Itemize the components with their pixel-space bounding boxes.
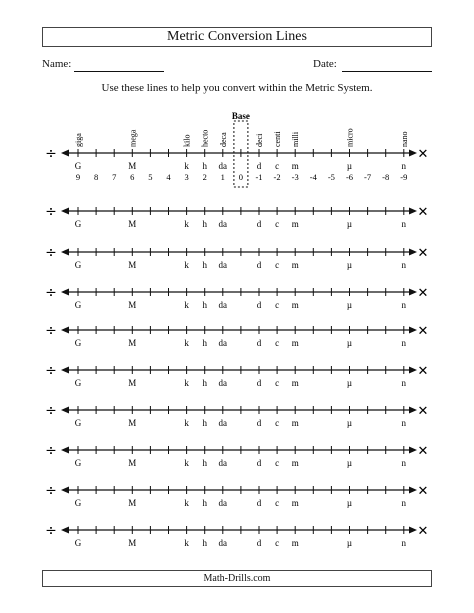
left-arrowhead: [61, 487, 69, 494]
prefix-symbol-9: n: [401, 300, 407, 310]
prefix-symbol-7: m: [291, 418, 299, 428]
prefix-symbol-0: G: [74, 260, 82, 270]
prefix-symbol-7: m: [291, 378, 299, 388]
prefix-name-hecto: hecto: [200, 129, 210, 147]
left-arrowhead: [61, 407, 69, 414]
prefix-symbol-9: n: [401, 219, 407, 229]
prefix-symbol-9: n: [401, 538, 407, 548]
prefix-symbol-3: h: [202, 418, 207, 428]
exponent-label: 8: [93, 172, 99, 182]
prefix-symbol-4: da: [218, 300, 228, 310]
prefix-symbol-4: da: [218, 219, 228, 229]
prefix-symbol-4: da: [218, 498, 228, 508]
multiply-symbol: ✕: [417, 205, 429, 220]
prefix-symbol-4: da: [218, 538, 228, 548]
exponent-label: 7: [112, 172, 117, 182]
exponent-label: -9: [400, 172, 408, 182]
right-arrowhead: [409, 249, 417, 256]
right-arrowhead: [409, 150, 417, 157]
left-arrowhead: [61, 208, 69, 215]
prefix-symbol-6: c: [275, 219, 280, 229]
prefix-symbol-2: k: [184, 161, 189, 171]
exponent-label: 4: [166, 172, 171, 182]
multiply-symbol: ✕: [417, 147, 429, 162]
left-arrowhead: [61, 289, 69, 296]
prefix-symbol-1: M: [128, 219, 137, 229]
right-arrowhead: [409, 527, 417, 534]
exponent-label: -1: [255, 172, 263, 182]
prefix-symbol-8: µ: [346, 378, 353, 388]
exponent-label: 3: [184, 172, 189, 182]
prefix-symbol-8: µ: [346, 498, 353, 508]
right-arrowhead: [409, 327, 417, 334]
prefix-symbol-5: d: [256, 338, 262, 348]
exponent-label: -3: [291, 172, 299, 182]
prefix-symbol-5: d: [256, 219, 262, 229]
right-arrowhead: [409, 208, 417, 215]
prefix-symbol-5: d: [256, 260, 262, 270]
prefix-symbol-6: c: [275, 498, 280, 508]
prefix-symbol-9: n: [401, 161, 407, 171]
prefix-symbol-7: m: [291, 260, 299, 270]
right-arrowhead: [409, 407, 417, 414]
multiply-symbol: ✕: [417, 444, 429, 459]
prefix-symbol-2: k: [184, 338, 189, 348]
prefix-symbol-8: µ: [346, 418, 353, 428]
right-arrowhead: [409, 447, 417, 454]
multiply-symbol: ✕: [417, 364, 429, 379]
prefix-symbol-7: m: [291, 538, 299, 548]
prefix-name-kilo: kilo: [182, 134, 192, 147]
left-arrowhead: [61, 327, 69, 334]
prefix-symbol-1: M: [128, 161, 137, 171]
prefix-symbol-3: h: [202, 300, 207, 310]
prefix-symbol-2: k: [184, 300, 189, 310]
prefix-symbol-5: d: [256, 378, 262, 388]
page-title: Metric Conversion Lines: [42, 27, 432, 47]
prefix-symbol-4: da: [218, 458, 228, 468]
prefix-symbol-3: h: [202, 458, 207, 468]
exponent-label: -6: [345, 172, 354, 182]
exponent-label: 9: [75, 172, 81, 182]
right-arrowhead: [409, 367, 417, 374]
divide-symbol: ÷: [45, 204, 57, 220]
prefix-name-giga: giga: [74, 133, 83, 147]
left-arrowhead: [61, 249, 69, 256]
prefix-symbol-4: da: [218, 338, 228, 348]
multiply-symbol: ✕: [417, 484, 429, 499]
multiply-symbol: ✕: [417, 246, 429, 261]
prefix-symbol-0: G: [74, 498, 82, 508]
prefix-symbol-4: da: [218, 418, 228, 428]
prefix-symbol-6: c: [275, 161, 280, 171]
left-arrowhead: [61, 447, 69, 454]
prefix-symbol-4: da: [218, 378, 228, 388]
exponent-label: 5: [148, 172, 153, 182]
multiply-symbol: ✕: [417, 324, 429, 339]
prefix-symbol-1: M: [128, 300, 137, 310]
divide-symbol: ÷: [45, 523, 57, 539]
prefix-name-centi: centi: [273, 131, 283, 147]
prefix-symbol-9: n: [401, 458, 407, 468]
prefix-symbol-8: µ: [346, 161, 353, 171]
divide-symbol: ÷: [45, 285, 57, 301]
prefix-name-deci: deci: [255, 133, 264, 147]
multiply-symbol: ✕: [417, 524, 429, 539]
prefix-symbol-8: µ: [346, 458, 353, 468]
prefix-symbol-9: n: [401, 260, 407, 270]
right-arrowhead: [409, 289, 417, 296]
left-arrowhead: [61, 527, 69, 534]
prefix-symbol-8: µ: [346, 538, 353, 548]
prefix-symbol-8: µ: [346, 219, 353, 229]
prefix-symbol-2: k: [184, 538, 189, 548]
prefix-symbol-9: n: [401, 338, 407, 348]
prefix-symbol-0: G: [74, 300, 82, 310]
exponent-label: 0: [238, 172, 244, 182]
prefix-symbol-6: c: [275, 260, 280, 270]
exponent-label: -2: [273, 172, 281, 182]
prefix-symbol-8: µ: [346, 300, 353, 310]
prefix-symbol-3: h: [202, 260, 207, 270]
prefix-symbol-7: m: [291, 300, 299, 310]
left-arrowhead: [61, 367, 69, 374]
divide-symbol: ÷: [45, 146, 57, 162]
prefix-symbol-1: M: [128, 418, 137, 428]
multiply-symbol: ✕: [417, 404, 429, 419]
prefix-symbol-3: h: [202, 538, 207, 548]
prefix-symbol-2: k: [184, 260, 189, 270]
prefix-symbol-6: c: [275, 300, 280, 310]
prefix-symbol-1: M: [128, 378, 137, 388]
prefix-symbol-7: m: [291, 458, 299, 468]
prefix-symbol-7: m: [291, 219, 299, 229]
prefix-symbol-3: h: [202, 378, 207, 388]
prefix-symbol-0: G: [74, 338, 82, 348]
prefix-symbol-2: k: [184, 458, 189, 468]
exponent-label: -5: [327, 172, 335, 182]
prefix-symbol-7: m: [291, 161, 299, 171]
left-arrowhead: [61, 150, 69, 157]
multiply-symbol: ✕: [417, 286, 429, 301]
prefix-symbol-0: G: [74, 219, 82, 229]
prefix-symbol-5: d: [256, 418, 262, 428]
divide-symbol: ÷: [45, 443, 57, 459]
prefix-symbol-3: h: [202, 338, 207, 348]
prefix-symbol-1: M: [128, 498, 137, 508]
footer: Math-Drills.com: [42, 570, 432, 587]
prefix-symbol-7: m: [291, 338, 299, 348]
prefix-name-milli: milli: [291, 131, 301, 147]
prefix-symbol-0: G: [74, 458, 82, 468]
exponent-label: -7: [364, 172, 372, 182]
prefix-symbol-5: d: [256, 300, 262, 310]
divide-symbol: ÷: [45, 363, 57, 379]
prefix-symbol-2: k: [184, 219, 189, 229]
prefix-symbol-2: k: [184, 378, 189, 388]
prefix-name-deca: deca: [218, 132, 228, 147]
exponent-label: 6: [130, 172, 135, 182]
divide-symbol: ÷: [45, 483, 57, 499]
prefix-symbol-2: k: [184, 418, 189, 428]
divide-symbol: ÷: [45, 403, 57, 419]
prefix-name-mega: mega: [128, 129, 138, 147]
date-label: Date:: [313, 58, 337, 70]
prefix-symbol-5: d: [256, 458, 262, 468]
prefix-symbol-6: c: [275, 458, 280, 468]
divide-symbol: ÷: [45, 323, 57, 339]
prefix-symbol-6: c: [275, 538, 280, 548]
prefix-symbol-1: M: [128, 260, 137, 270]
prefix-symbol-1: M: [128, 458, 137, 468]
prefix-symbol-6: c: [275, 338, 280, 348]
exponent-label: 1: [220, 172, 225, 182]
prefix-symbol-4: da: [218, 161, 228, 171]
prefix-symbol-0: G: [74, 378, 82, 388]
prefix-symbol-9: n: [401, 498, 407, 508]
prefix-symbol-6: c: [275, 378, 280, 388]
right-arrowhead: [409, 487, 417, 494]
prefix-symbol-8: µ: [346, 338, 353, 348]
prefix-symbol-1: M: [128, 338, 137, 348]
prefix-symbol-2: k: [184, 498, 189, 508]
prefix-symbol-9: n: [401, 378, 407, 388]
exponent-label: -8: [382, 172, 390, 182]
prefix-symbol-7: m: [291, 498, 299, 508]
prefix-symbol-5: d: [256, 498, 262, 508]
name-label: Name:: [42, 58, 72, 70]
prefix-symbol-1: M: [128, 538, 137, 548]
prefix-symbol-3: h: [202, 498, 207, 508]
prefix-symbol-8: µ: [346, 260, 353, 270]
prefix-symbol-5: d: [256, 161, 262, 171]
exponent-label: 2: [202, 172, 207, 182]
prefix-symbol-0: G: [74, 161, 82, 171]
prefix-symbol-0: G: [74, 418, 82, 428]
prefix-symbol-4: da: [218, 260, 228, 270]
prefix-symbol-0: G: [74, 538, 82, 548]
instructions: Use these lines to help you convert within the Metric System.: [101, 82, 373, 94]
base-label: Base: [231, 111, 250, 121]
prefix-symbol-6: c: [275, 418, 280, 428]
divide-symbol: ÷: [45, 245, 57, 261]
prefix-name-micro: micro: [345, 128, 355, 147]
prefix-symbol-5: d: [256, 538, 262, 548]
prefix-symbol-3: h: [202, 219, 207, 229]
prefix-symbol-9: n: [401, 418, 407, 428]
prefix-symbol-3: h: [202, 161, 207, 171]
exponent-label: -4: [309, 172, 317, 182]
prefix-name-nano: nano: [399, 131, 409, 147]
